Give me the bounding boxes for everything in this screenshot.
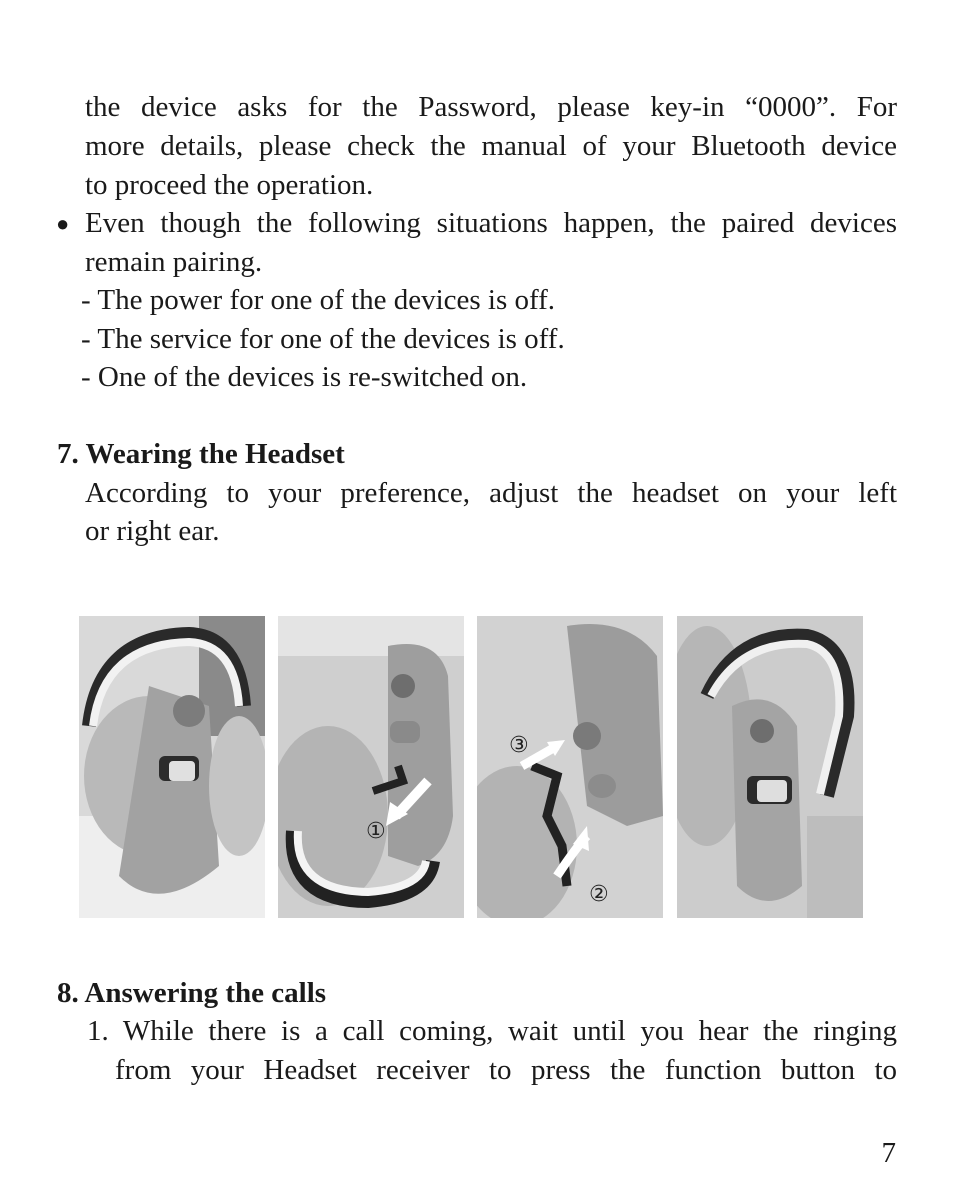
section8-line-1: 1. While there is a call coming, wait until you hear the ringing [87, 1015, 897, 1047]
bullet-dot: ● [56, 211, 70, 236]
situation-item: - The power for one of the devices is off. [81, 284, 556, 316]
bullet-line-1: Even though the following situations happen, the paired devices [85, 207, 897, 239]
situation-item: - One of the devices is re-switched on. [81, 361, 528, 393]
page-number: 7 [881, 1137, 896, 1169]
step-label-2: ② [589, 882, 609, 907]
bullet-line-2: remain pairing. [85, 246, 263, 278]
situation-item: - The service for one of the devices is off. [81, 323, 565, 355]
section8-line-2: from your Headset receiver to press the function button to [115, 1054, 897, 1086]
step-label-3: ③ [509, 733, 529, 758]
photo-attach-hook-step-2-3 [477, 616, 663, 918]
section-heading-answering: 8. Answering the calls [57, 977, 327, 1009]
photo-attach-hook-step-1 [278, 616, 464, 918]
intro-line-1: the device asks for the Password, please key-in “0000”. For [85, 91, 897, 123]
section-heading-wearing: 7. Wearing the Headset [57, 438, 345, 470]
section7-line-1: According to your preference, adjust the headset on your left [85, 477, 897, 509]
intro-line-2: more details, please check the manual of your Bluetooth device [85, 130, 897, 162]
photo-headset-worn [677, 616, 863, 918]
step-label-1: ① [366, 819, 386, 844]
intro-line-3: to proceed the operation. [85, 169, 374, 201]
section7-line-2: or right ear. [85, 515, 220, 547]
photo-headset-on-ear [79, 616, 265, 918]
